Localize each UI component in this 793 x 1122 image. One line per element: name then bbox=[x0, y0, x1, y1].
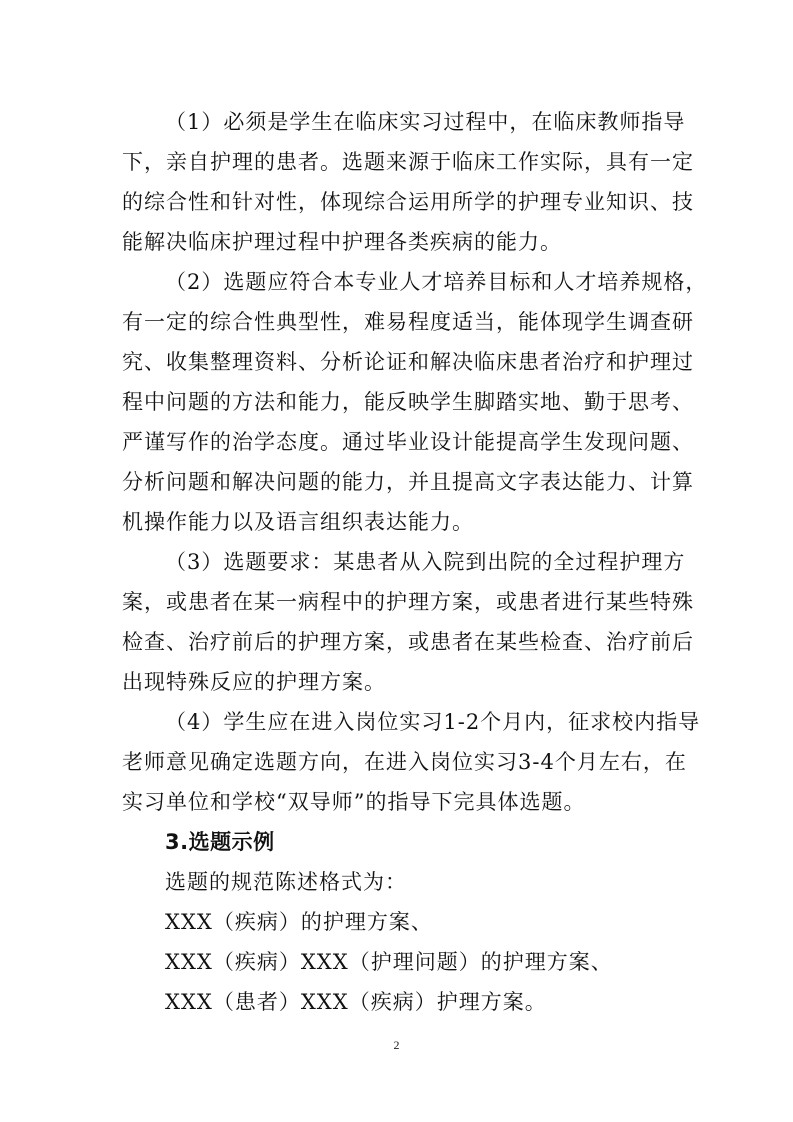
example-item-2: XXX（疾病）XXX（护理问题）的护理方案、 bbox=[165, 950, 613, 974]
paragraph-2-line-3: 究、收集整理资料、分析论证和解决临床患者治疗和护理过 bbox=[122, 350, 694, 374]
paragraph-2-line-1: （2）选题应符合本专业人才培养目标和人才培养规格， bbox=[165, 270, 708, 294]
paragraph-2-line-4: 程中问题的方法和能力，能反映学生脚踏实地、勤于思考、 bbox=[122, 390, 694, 414]
paragraph-1-line-2: 下，亲自护理的患者。选题来源于临床工作实际，具有一定 bbox=[122, 150, 694, 174]
paragraph-3-line-3: 检查、治疗前后的护理方案，或患者在某些检查、治疗前后 bbox=[122, 630, 694, 654]
paragraph-2-line-5: 严谨写作的治学态度。通过毕业设计能提高学生发现问题、 bbox=[122, 430, 694, 454]
paragraph-1-line-4: 能解决临床护理过程中护理各类疾病的能力。 bbox=[122, 230, 562, 254]
paragraph-1-line-1: （1）必须是学生在临床实习过程中，在临床教师指导 bbox=[165, 110, 686, 134]
paragraph-2-line-6: 分析问题和解决问题的能力，并且提高文字表达能力、计算 bbox=[122, 470, 694, 494]
section-intro: 选题的规范陈述格式为： bbox=[165, 870, 407, 894]
paragraph-1-line-3: 的综合性和针对性，体现综合运用所学的护理专业知识、技 bbox=[122, 190, 694, 214]
paragraph-4-line-2: 老师意见确定选题方向，在进入岗位实习3-4个月左右，在 bbox=[122, 750, 687, 774]
paragraph-2-line-7: 机操作能力以及语言组织表达能力。 bbox=[122, 510, 474, 534]
page-number: 2 bbox=[393, 1038, 400, 1052]
paragraph-3-line-2: 案，或患者在某一病程中的护理方案，或患者进行某些特殊 bbox=[122, 590, 694, 614]
paragraph-3-line-1: （3）选题要求：某患者从入院到出院的全过程护理方 bbox=[165, 550, 686, 574]
paragraph-3-line-4: 出现特殊反应的护理方案。 bbox=[122, 670, 386, 694]
section-heading: 3.选题示例 bbox=[165, 830, 275, 854]
paragraph-2-line-2: 有一定的综合性典型性，难易程度适当，能体现学生调查研 bbox=[122, 310, 694, 334]
paragraph-4-line-1: （4）学生应在进入岗位实习1-2个月内，征求校内指导 bbox=[165, 710, 701, 734]
example-item-1: XXX（疾病）的护理方案、 bbox=[165, 910, 433, 934]
paragraph-4-line-3: 实习单位和学校“双导师”的指导下完具体选题。 bbox=[122, 790, 586, 814]
example-item-3: XXX（患者）XXX（疾病）护理方案。 bbox=[165, 990, 547, 1014]
